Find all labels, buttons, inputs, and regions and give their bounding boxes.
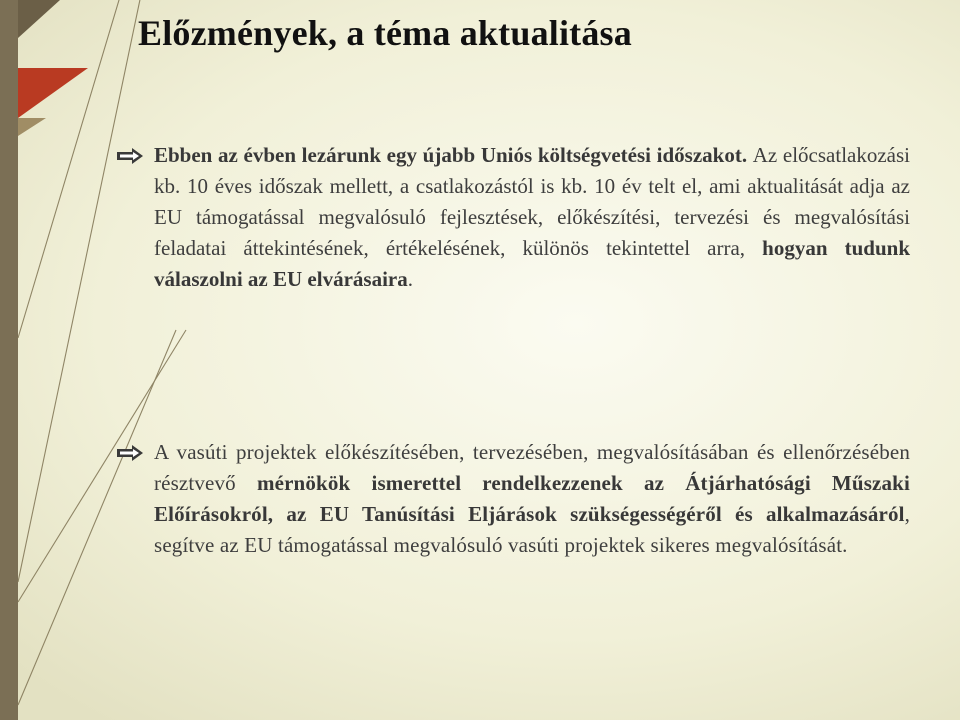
- bullet-text-run: A vasúti projektek előkészítésében, tervezésében, megvalósításában és ellenőrzésében résztvevő: [154, 440, 910, 495]
- ribbon-wedge-tan: [18, 118, 46, 136]
- bullet-text-run: .: [407, 267, 413, 291]
- bullet-text-run: Az előcsatlakozási kb. 10 éves időszak mellett, a csatlakozástól is kb. 10 év telt el, ami aktualitását adja az EU támogatással megvalósuló fejlesztések, előkészítési, tervezési és megvalósítási feladatai áttekintésének, értékelésének, különös tekintettel arra,: [154, 143, 911, 260]
- bullet-item: [116, 140, 910, 295]
- ribbon-wedge-dark: [18, 0, 60, 38]
- bullet-text-run: mérnökök ismerettel rendelkezzenek az Átjárhatósági Műszaki Előírásokról, az EU Tanúsítási Eljárások szükségességéről és alkalmazásáról: [154, 471, 910, 526]
- bullet-text-run: Ebben az évben lezárunk egy újabb Uniós költségvetési időszakot.: [154, 143, 753, 167]
- slide-title: Előzmények, a téma aktualitása: [138, 13, 632, 53]
- bullet-text: [154, 437, 910, 561]
- ribbon-wedge-red: [18, 68, 88, 118]
- arrow-bullet-icon: [116, 148, 144, 164]
- bullet-text-run: hogyan tudunk válaszolni az EU elvárásaira: [154, 236, 910, 291]
- arrow-bullet-icon: [116, 445, 144, 461]
- bullet-item: [116, 437, 910, 561]
- left-side-bar: [0, 0, 18, 720]
- bullet-text: [154, 140, 910, 295]
- bullet-text-run: , segítve az EU támogatással megvalósuló vasúti projektek sikeres megvalósítását.: [154, 502, 910, 557]
